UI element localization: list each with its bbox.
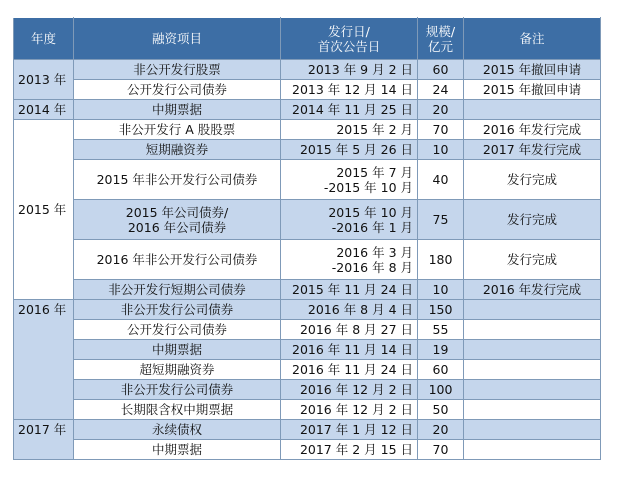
scale-cell: 180 [418,240,464,280]
financing-table [13,17,601,460]
header-scale [418,18,464,60]
date-cell [281,160,418,200]
table-row [14,320,601,340]
project-cell: 非公开发行公司债券 [74,380,281,400]
date-cell: 2013 年 9 月 2 日 [281,60,418,80]
scale-cell: 19 [418,340,464,360]
header-date [281,18,418,60]
scale-cell: 10 [418,140,464,160]
note-cell [464,440,601,460]
date-cell: 2015 年 2 月 [281,120,418,140]
project-cell: 公开发行公司债券 [74,80,281,100]
date-line2: -2015 年 10 月 [323,179,413,195]
note-cell [464,380,601,400]
table-row [14,340,601,360]
project-line2: 2016 年公司债券 [127,219,227,235]
date-cell [281,240,418,280]
date-cell: 2016 年 8 月 4 日 [281,300,418,320]
date-cell: 2017 年 1 月 12 日 [281,420,418,440]
date-line2: -2016 年 1 月 [331,219,413,235]
note-cell: 2016 年发行完成 [464,120,601,140]
header-note: 备注 [464,18,601,60]
table-row [14,200,601,240]
scale-cell: 40 [418,160,464,200]
scale-cell: 24 [418,80,464,100]
scale-cell: 100 [418,380,464,400]
year-cell-2017: 2017 年 [14,420,74,460]
project-cell: 长期限含权中期票据 [74,400,281,420]
note-cell: 2017 年发行完成 [464,140,601,160]
scale-cell: 70 [418,440,464,460]
header-project: 融资项目 [74,18,281,60]
project-cell: 非公开发行 A 股股票 [74,120,281,140]
project-cell: 2016 年非公开发行公司债券 [74,240,281,280]
date-cell: 2017 年 2 月 15 日 [281,440,418,460]
project-cell: 非公开发行公司债券 [74,300,281,320]
table-row [14,420,601,440]
scale-cell: 60 [418,360,464,380]
header-scale-line2: 亿元 [427,38,453,54]
project-cell: 中期票据 [74,340,281,360]
project-cell: 短期融资券 [74,140,281,160]
date-line1: 2016 年 3 月 [336,244,413,260]
note-cell: 发行完成 [464,240,601,280]
header-row [14,18,601,60]
year-cell-2015: 2015 年 [14,120,74,300]
table-row [14,140,601,160]
note-cell: 发行完成 [464,200,601,240]
project-cell [74,200,281,240]
scale-cell: 20 [418,100,464,120]
date-cell: 2016 年 8 月 27 日 [281,320,418,340]
scale-cell: 150 [418,300,464,320]
table-row [14,100,601,120]
table-row [14,280,601,300]
date-cell: 2013 年 12 月 14 日 [281,80,418,100]
note-cell [464,360,601,380]
date-cell: 2016 年 12 月 2 日 [281,380,418,400]
project-cell: 永续债权 [74,420,281,440]
date-cell: 2016 年 11 月 24 日 [281,360,418,380]
year-cell-2013: 2013 年 [14,60,74,100]
note-cell: 2015 年撤回申请 [464,60,601,80]
note-cell [464,400,601,420]
scale-cell: 20 [418,420,464,440]
table-row [14,160,601,200]
note-cell: 2015 年撤回申请 [464,80,601,100]
date-line1: 2015 年 7 月 [336,164,413,180]
project-cell: 公开发行公司债券 [74,320,281,340]
date-cell: 2016 年 11 月 14 日 [281,340,418,360]
header-year: 年度 [14,18,74,60]
date-cell: 2014 年 11 月 25 日 [281,100,418,120]
note-cell [464,340,601,360]
note-cell: 2016 年发行完成 [464,280,601,300]
note-cell: 发行完成 [464,160,601,200]
scale-cell: 70 [418,120,464,140]
table-row [14,80,601,100]
project-cell: 非公开发行短期公司债券 [74,280,281,300]
date-line1: 2015 年 10 月 [328,204,413,220]
project-cell: 2015 年非公开发行公司债券 [74,160,281,200]
project-cell: 非公开发行股票 [74,60,281,80]
date-cell: 2015 年 11 月 24 日 [281,280,418,300]
note-cell [464,300,601,320]
year-cell-2016: 2016 年 [14,300,74,420]
project-cell: 超短期融资券 [74,360,281,380]
table-row [14,360,601,380]
note-cell [464,100,601,120]
table-row [14,60,601,80]
table-row [14,300,601,320]
project-cell: 中期票据 [74,440,281,460]
scale-cell: 10 [418,280,464,300]
table-row [14,380,601,400]
table-row [14,240,601,280]
scale-cell: 60 [418,60,464,80]
table-row [14,440,601,460]
table-row [14,120,601,140]
scale-cell: 75 [418,200,464,240]
year-cell-2014: 2014 年 [14,100,74,120]
note-cell [464,420,601,440]
date-line2: -2016 年 8 月 [331,259,413,275]
note-cell [464,320,601,340]
project-line1: 2015 年公司债券/ [125,204,229,220]
project-cell: 中期票据 [74,100,281,120]
date-cell: 2015 年 5 月 26 日 [281,140,418,160]
scale-cell: 50 [418,400,464,420]
scale-cell: 55 [418,320,464,340]
header-date-line2: 首次公告日 [317,38,381,54]
date-cell: 2016 年 12 月 2 日 [281,400,418,420]
date-cell [281,200,418,240]
header-scale-line1: 规模/ [425,23,456,39]
header-date-line1: 发行日/ [328,23,370,39]
table-row [14,400,601,420]
